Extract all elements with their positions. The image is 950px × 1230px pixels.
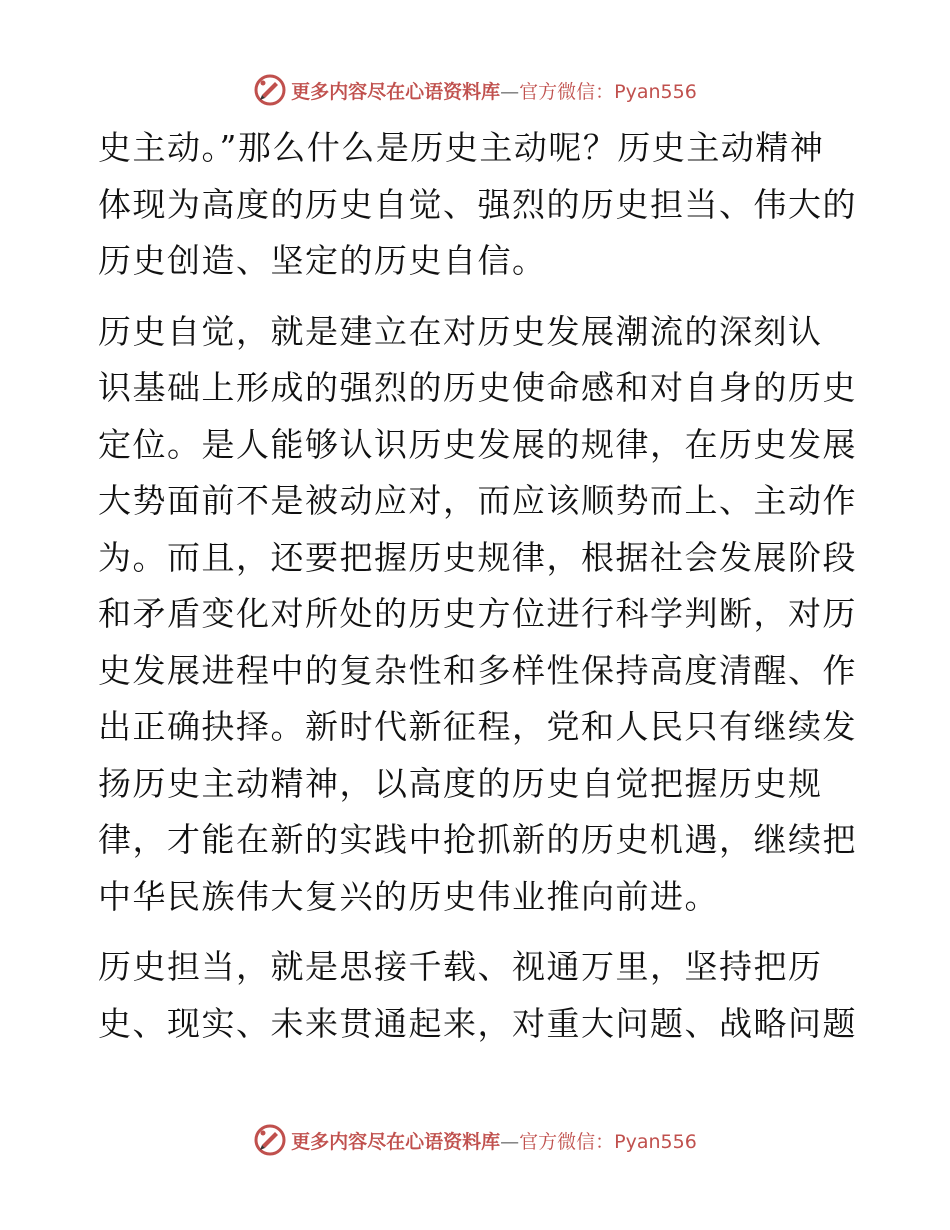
header-brand-text: 更多内容尽在心语资料库: [291, 80, 501, 103]
brand-logo-icon: [253, 1123, 287, 1157]
text-line: 史、现实、未来贯通起来，对重大问题、战略问题: [98, 1003, 857, 1043]
paragraph-1: [98, 120, 858, 290]
footer-banner-inner: [253, 1123, 697, 1157]
text-line: 历史自觉，就是建立在对历史发展潮流的深刻认: [98, 311, 823, 351]
text-line: 史主动。”那么什么是历史主动呢？历史主动精神: [98, 128, 825, 167]
footer-banner-text: [291, 1127, 697, 1154]
header-banner-text: [291, 77, 697, 104]
text-line: 大势面前不是被动应对，而应该顺势而上、主动作: [98, 481, 857, 520]
text-line: 扬历史主动精神，以高度的历史自觉把握历史规: [98, 763, 823, 803]
text-line: 律，才能在新的实践中抢抓新的历史机遇，继续把: [98, 820, 857, 859]
text-line: 中华民族伟大复兴的历史伟业推向前进。: [98, 876, 719, 916]
footer-wechat-text: 官方微信：Pyan556: [519, 1130, 697, 1153]
brand-logo-icon: [253, 73, 287, 107]
header-banner: [0, 70, 950, 110]
header-banner-inner: [253, 73, 697, 107]
footer-brand-text: 更多内容尽在心语资料库: [291, 1130, 501, 1153]
text-line: 出正确抉择。新时代新征程，党和人民只有继续发: [98, 707, 857, 746]
text-line: 和矛盾变化对所处的历史方位进行科学判断，对历: [98, 594, 857, 633]
header-wechat-text: 官方微信：Pyan556: [519, 80, 697, 103]
document-body: [98, 120, 858, 1052]
text-line: 为。而且，还要把握历史规律，根据社会发展阶段: [98, 537, 857, 577]
text-line: 识基础上形成的强烈的历史使命感和对自身的历史: [98, 368, 857, 407]
paragraph-3: [98, 939, 858, 1052]
header-separator: —: [500, 80, 520, 103]
text-line: 体现为高度的历史自觉、强烈的历史担当、伟大的: [98, 184, 857, 224]
text-line: 定位。是人能够认识历史发展的规律，在历史发展: [98, 424, 857, 464]
text-line: 历史创造、坚定的历史自信。: [98, 241, 547, 280]
footer-banner: [0, 1120, 950, 1160]
text-line: 史发展进程中的复杂性和多样性保持高度清醒、作: [98, 650, 857, 690]
text-line: 历史担当，就是思接千载、视通万里，坚持把历: [98, 947, 823, 986]
paragraph-2: [98, 304, 858, 926]
footer-separator: —: [500, 1130, 520, 1153]
